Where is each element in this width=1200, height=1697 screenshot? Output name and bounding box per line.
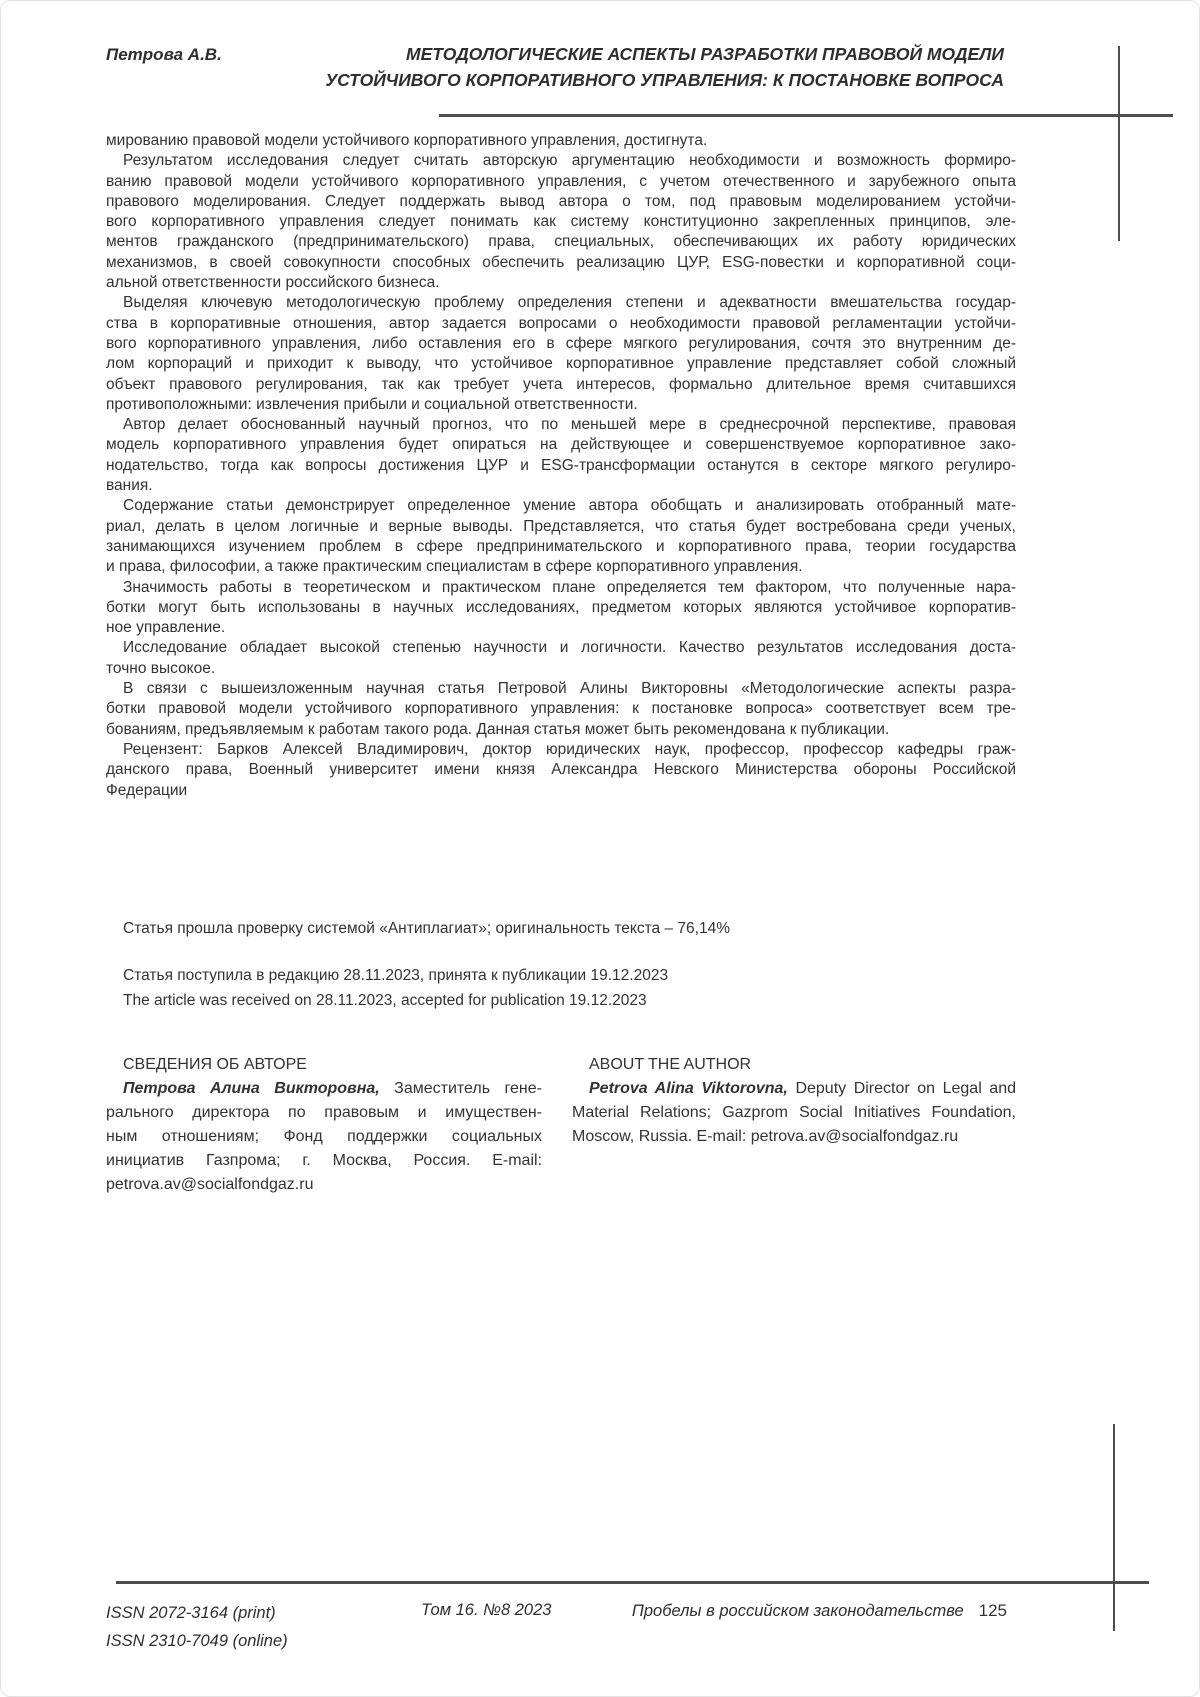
author-email-ru: petrova.av@socialfondgaz.ru	[106, 1176, 314, 1193]
about-author-ru-heading: СВЕДЕНИЯ ОБ АВТОРЕ	[123, 1056, 307, 1073]
about-author-ru	[106, 1053, 542, 1197]
about-author-en-line: Material Relations; Gazprom Social Initiatives Foundation,	[572, 1104, 1016, 1121]
body-line: бованиям, предъявляемым к работам такого рода. Данная статья может быть рекомендована к публикации.	[106, 720, 890, 738]
about-author-en	[572, 1053, 1016, 1197]
footer-journal-block	[632, 1601, 1007, 1621]
about-author-ru-line: рального директора по правовым и имуществен-	[106, 1104, 542, 1121]
about-author-en-text: Deputy Director on Legal and	[795, 1080, 1016, 1097]
body-line: лом корпораций и приходит к выводу, что устойчивое корпоративное управление представляет собой сложный	[106, 355, 1016, 373]
issn-online: ISSN 2310-7049 (online)	[106, 1632, 288, 1650]
submission-dates	[106, 963, 1016, 1013]
journal-title: Пробелы в российском законодательстве	[631, 1602, 964, 1620]
body-line: вого корпоративного управления, либо оставления его в сфере мягкого регулирования, сочтя это внутренним де-	[106, 334, 1016, 352]
footer-rule	[116, 1581, 1149, 1584]
margin-rule-bottom-right	[1113, 1424, 1115, 1631]
author-name-ru: Петрова Алина Викторовна,	[123, 1080, 380, 1097]
antiplagiat-note: Статья прошла проверку системой «Антиплагиат»; оригинальность текста – 76,14%	[123, 920, 730, 937]
body-line: Автор делает обоснованный научный прогноз, что по меньшей мере в среднесрочной перспективе, правовая	[123, 416, 1016, 434]
body-line: В связи с вышеизложенным научная статья Петровой Алины Викторовны «Методологические аспекты разра-	[123, 680, 1016, 698]
body-line: механизмов, в своей совокупности способных обеспечить реализацию ЦУР, ESG-повестки и корпоративной соци-	[106, 253, 1016, 271]
body-line: и права, философии, а также практическим специалистам в сфере корпоративного управления.	[106, 558, 803, 576]
body-line: ное управление.	[106, 619, 226, 637]
footer-volume: Том 16. №8 2023	[421, 1601, 552, 1619]
body-line: риал, делать в целом логичные и верные выводы. Представляется, что статья будет востребована среди ученых,	[106, 517, 1016, 535]
about-author-ru-line: ным отношениям; Фонд поддержки социальных	[106, 1128, 542, 1145]
body-line: модель корпоративного управления будет опираться на действующее и совершенствуемое корпоративное зако-	[106, 436, 1016, 454]
author-name-en: Petrova Alina Viktorovna,	[589, 1080, 788, 1097]
about-author-en-line: Moscow, Russia. E-mail: petrova.av@socialfondgaz.ru	[572, 1128, 959, 1145]
submission-date-ru: Статья поступила в редакцию 28.11.2023, принята к публикации 19.12.2023	[123, 967, 669, 984]
margin-rule-top-right	[1118, 46, 1120, 241]
body-line: данского права, Военный университет имени князя Александра Невского Министерства обороны Российской	[106, 761, 1016, 779]
body-line: нодательство, тогда как вопросы достижения ЦУР и ESG-трансформации останутся в секторе мягкого регулиро-	[106, 456, 1016, 474]
about-author-section	[106, 1053, 1016, 1197]
body-line: вания.	[106, 477, 153, 495]
header-rule	[439, 114, 1173, 117]
issn-print: ISSN 2072-3164 (print)	[106, 1604, 276, 1622]
body-line: альной ответственности российского бизнеса.	[106, 274, 440, 292]
body-line: ботки правовой модели устойчивого корпоративного управления: к постановке вопроса» соответствует всем тре-	[106, 700, 1016, 718]
submission-date-en: The article was received on 28.11.2023, accepted for publication 19.12.2023	[123, 992, 647, 1009]
body-line: ства в корпоративные отношения, автор задается вопросами о необходимости правовой регламентации устойчи-	[106, 314, 1016, 332]
body-line: вого корпоративного управления следует понимать как систему конституционно закрепленных принципов, эле-	[106, 213, 1016, 231]
page-number: 125	[978, 1601, 1007, 1620]
body-line: ванию правовой модели устойчивого корпоративного управления, с учетом отечественного и зарубежного опыта	[106, 172, 1016, 190]
running-head-title	[284, 41, 1004, 93]
body-text	[106, 131, 1016, 801]
body-line: правового моделирования. Следует поддержать вывод автора о том, под правовым моделированием устойчи-	[106, 192, 1016, 210]
body-line: объект правового регулирования, так как требует учета интересов, формально длительное время считавшихся	[106, 375, 1016, 393]
body-line: Исследование обладает высокой степенью научности и логичности. Качество результатов исследования доста-	[123, 639, 1016, 657]
body-line: ботки могут быть использованы в научных исследованиях, предметом которых являются устойчивое корпоратив-	[106, 598, 1016, 616]
body-line: ментов гражданского (предпринимательского) права, специальных, обеспечивающих их работу юридических	[106, 233, 1016, 251]
running-head-author: Петрова А.В.	[106, 45, 222, 64]
about-author-ru-line: инициатив Газпрома; г. Москва, Россия. E-mail:	[106, 1152, 542, 1169]
running-head-title-line2: УСТОЙЧИВОГО КОРПОРАТИВНОГО УПРАВЛЕНИЯ: К ПОСТАНОВКЕ ВОПРОСА	[325, 70, 1004, 90]
body-line: противоположными: извлечения прибыли и социальной ответственности.	[106, 395, 638, 413]
body-line: занимающихся изучением проблем в сфере предпринимательского и корпоративного права, теории государства	[106, 537, 1016, 555]
body-line: мированию правовой модели устойчивого корпоративного управления, достигнута.	[106, 132, 708, 149]
footer-issn	[106, 1599, 288, 1655]
about-author-en-line	[572, 1077, 1016, 1101]
body-line: Содержание статьи демонстрирует определенное умение автора обобщать и анализировать отобранный мате-	[123, 497, 1016, 515]
about-author-ru-text: Заместитель гене-	[394, 1080, 542, 1097]
running-head-title-line1: МЕТОДОЛОГИЧЕСКИЕ АСПЕКТЫ РАЗРАБОТКИ ПРАВОВОЙ МОДЕЛИ	[406, 44, 1004, 64]
body-line: Федерации	[106, 781, 188, 799]
body-line: Выделяя ключевую методологическую проблему определения степени и адекватности вмешательства государ-	[123, 294, 1016, 312]
body-line: Результатом исследования следует считать авторскую аргументацию необходимости и возможность формиро-	[123, 152, 1016, 170]
body-line: Рецензент: Барков Алексей Владимирович, доктор юридических наук, профессор, профессор кафедры граж-	[123, 740, 1016, 758]
body-line: точно высокое.	[106, 659, 216, 677]
about-author-ru-line	[106, 1077, 542, 1101]
body-line: Значимость работы в теоретическом и практическом плане определяется тем фактором, что полученные нара-	[123, 578, 1016, 596]
about-author-en-heading: ABOUT THE AUTHOR	[589, 1056, 752, 1073]
